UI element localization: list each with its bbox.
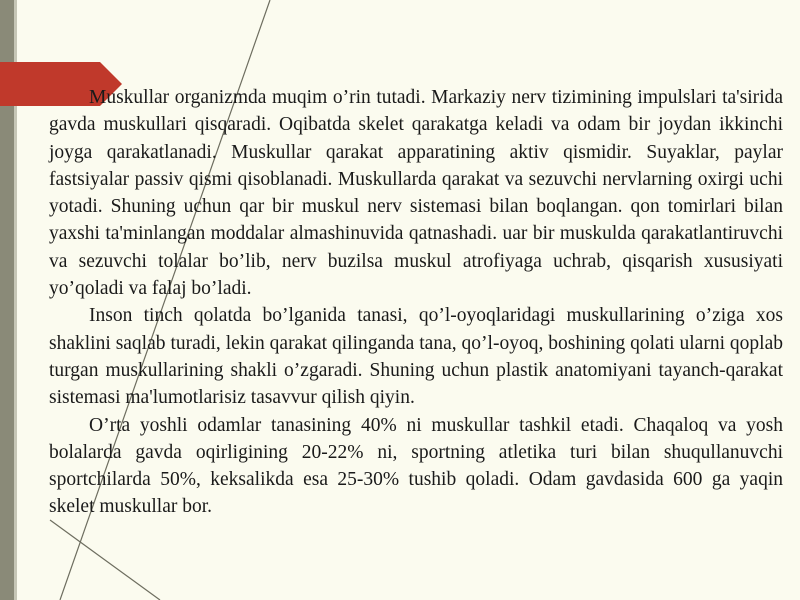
- diagonal-line: [50, 520, 160, 600]
- text-body: [49, 84, 783, 521]
- paragraph-2: Inson tinch qolatda bo’lganida tanasi, qo’l-oyoqlaridagi muskullarining o’ziga xos shaklini saqlab turadi, lekin qarakat qilinganda tana, qo’l-oyoq, boshining qolati ularni qoplab turgan muskullarining shakli o’zgaradi. Shuning uchun plastik anatomiyani tayanch-qarakat sistemasi ma'lumotlarisiz tasavvur qilish qiyin.: [49, 305, 783, 409]
- paragraph-1: Muskullar organizmda muqim o’rin tutadi. Markaziy nerv tizimining impulslari ta'sirida gavda muskullari qisqaradi. Oqibatda skelet qarakatga keladi va odam bir joydan ikkinchi joyga qarakatlanadi. Muskullar qarakat apparatining aktiv qismidir. Suyaklar, paylar fastsiyalar passiv qismi qisoblanadi. Muskullarda qarakat va sezuvchi nervlarning oxirgi uchi yotadi. Shuning uchun qar bir muskul nerv sistemasi bilan boqlangan. qon tomirlari bilan yaxshi ta'minlangan moddalar almashinuvida qatnashadi. uar bir muskulda qarakatlantiruvchi va sezuvchi tolalar bo’lib, nerv buzilsa muskul atrofiyaga uchrab, qisqarish xususiyati yo’qoladi va falaj bo’ladi.: [49, 87, 783, 300]
- paragraph-3: O’rta yoshli odamlar tanasining 40% ni muskullar tashkil etadi. Chaqaloq va yosh bolalarda gavda oqirligining 20-22% ni, sportning atletika turi bilan shuqullanuvchi sportchilarda 50%, keksalikda esa 25-30% tushib qoladi. Odam gavdasida 600 ga yaqin skelet muskullar bor.: [49, 414, 783, 518]
